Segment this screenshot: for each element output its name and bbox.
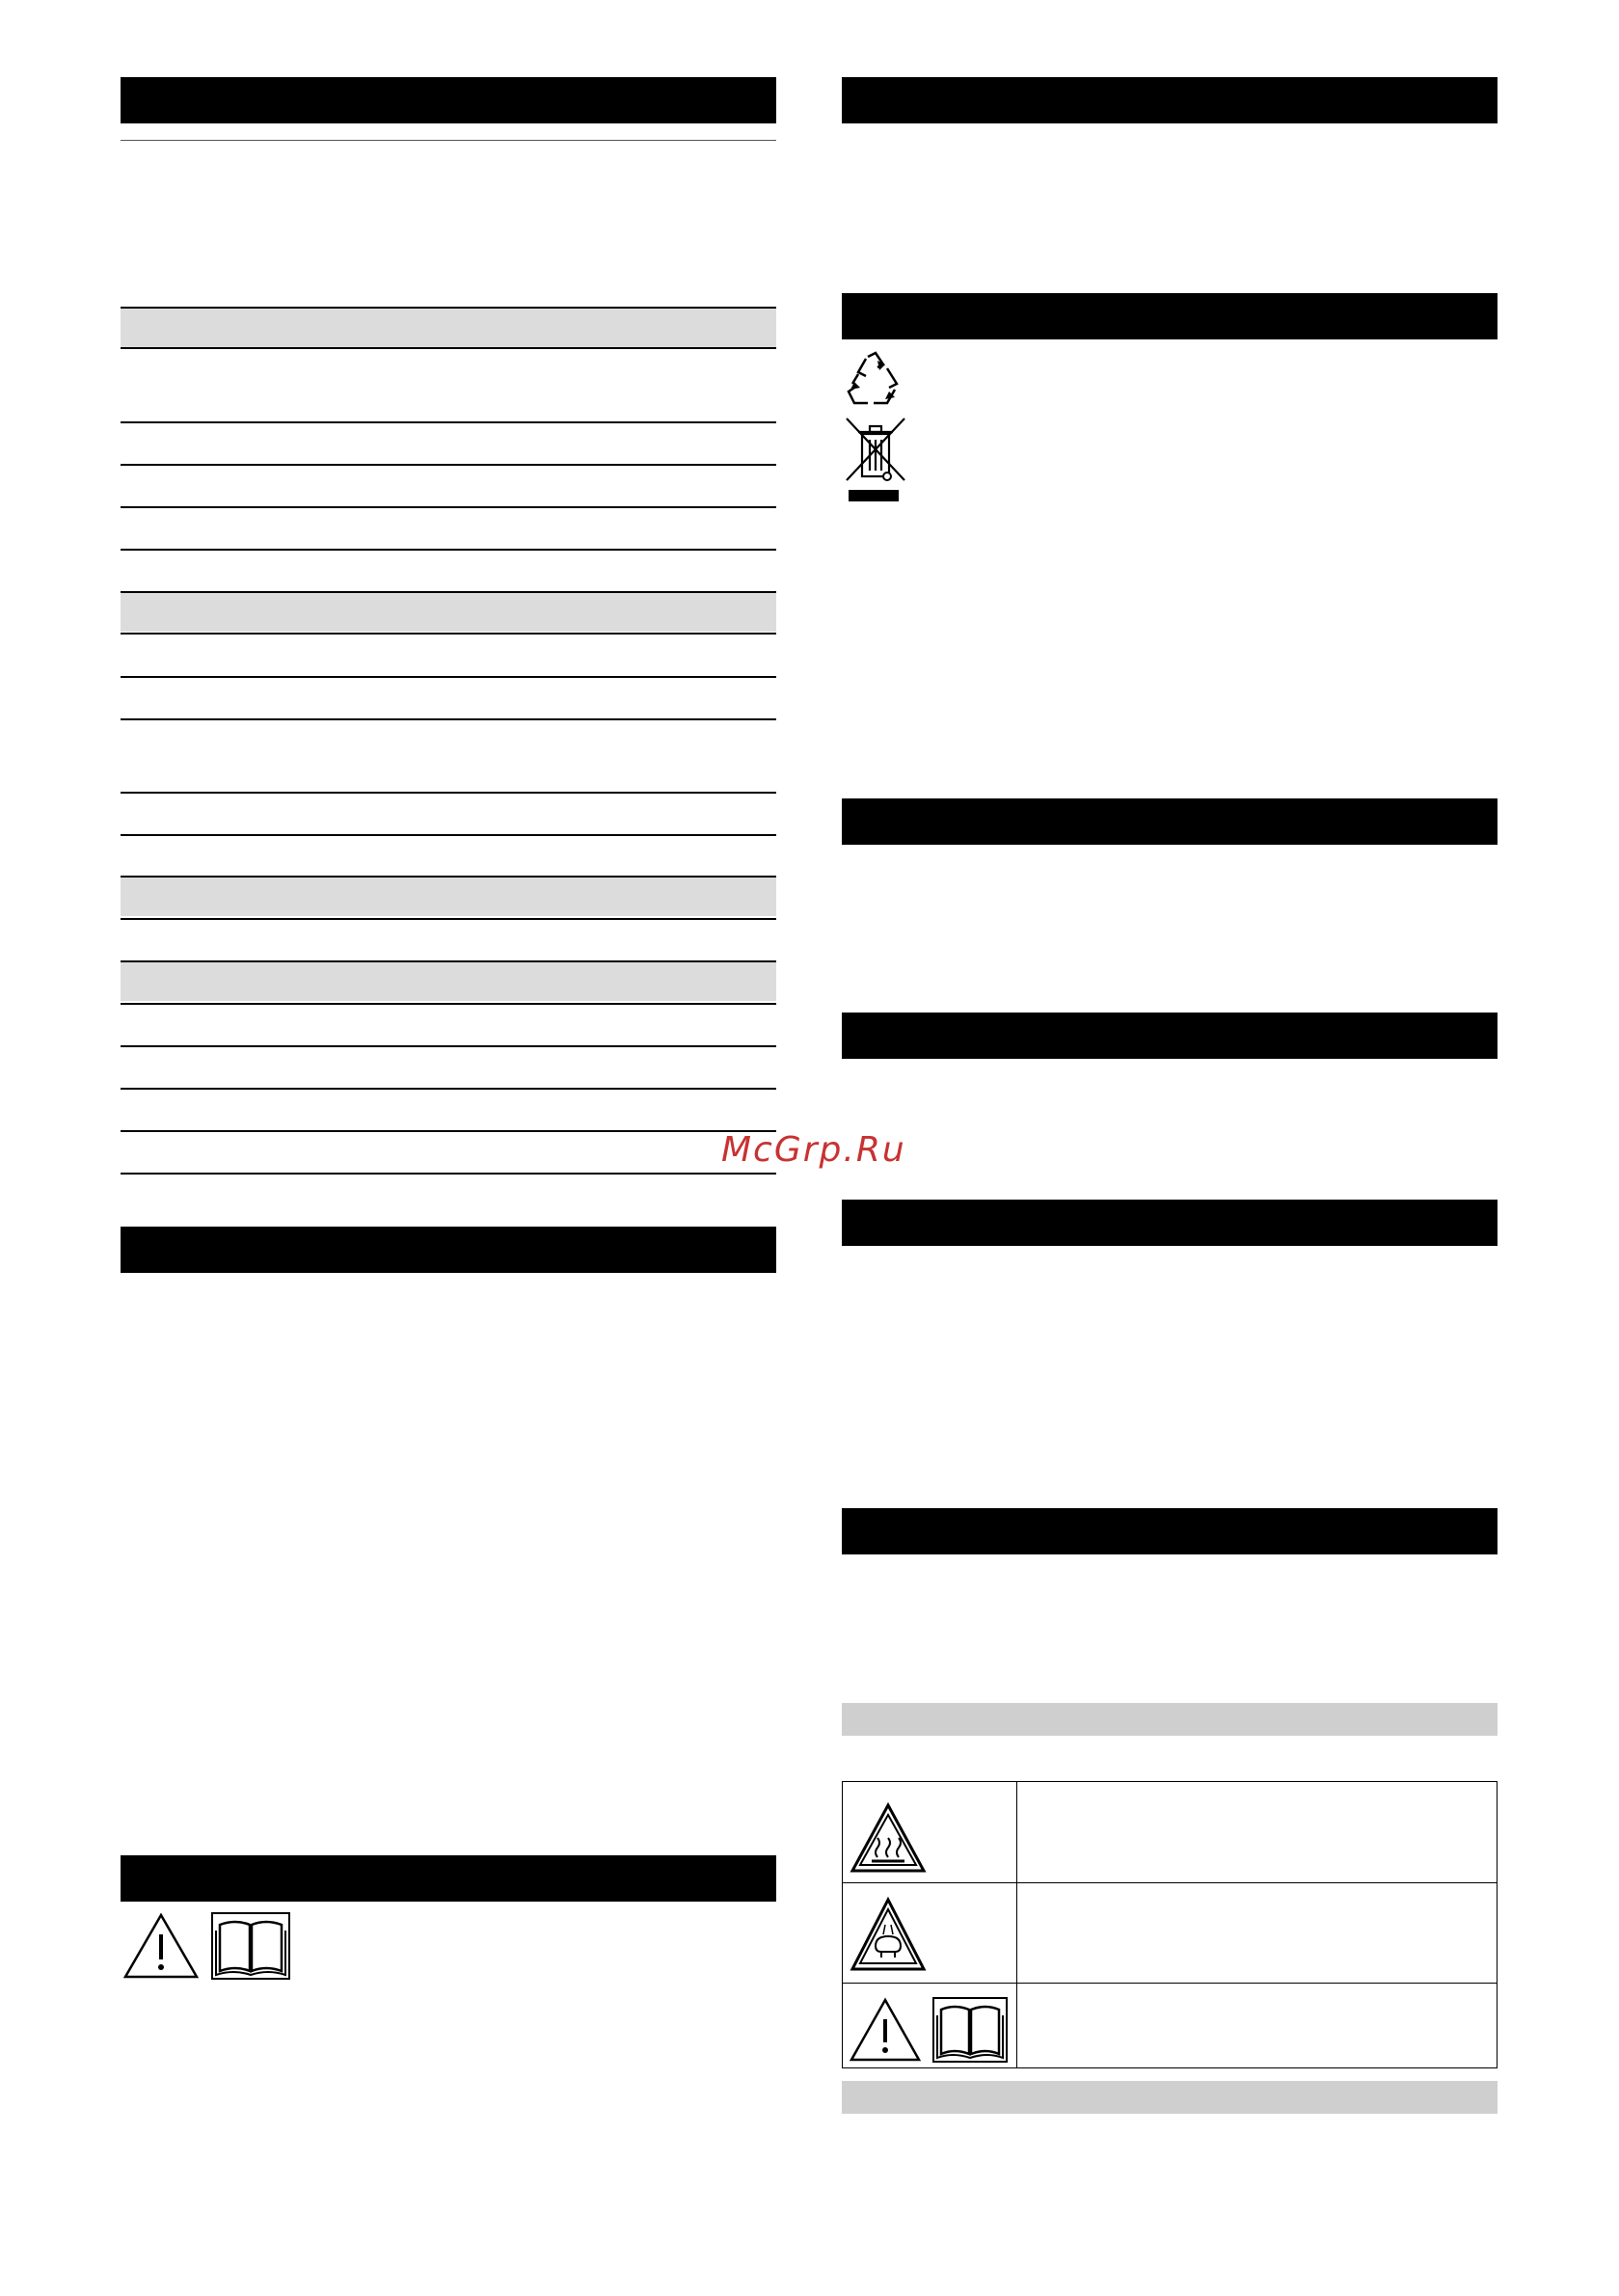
- table-row-divider: [843, 1983, 1497, 1984]
- table-group-header: [121, 591, 776, 632]
- table-rule: [121, 1130, 776, 1132]
- section-header-bar: [842, 1508, 1498, 1554]
- watermark: McGrp.Ru: [721, 1130, 906, 1170]
- divider-line: [121, 140, 776, 141]
- section-header-bar: [121, 1227, 776, 1273]
- table-rule: [121, 876, 776, 878]
- recycle-icon: [845, 349, 906, 409]
- table-rule: [121, 591, 776, 593]
- table-rule: [121, 1003, 776, 1005]
- fumes-warning-icon: [849, 1896, 928, 1973]
- table-rule: [121, 307, 776, 309]
- table-rule: [121, 960, 776, 962]
- warning-strip: [842, 2081, 1498, 2114]
- table-rule: [121, 421, 776, 423]
- table-group-header: [121, 876, 776, 916]
- table-rule: [121, 834, 776, 836]
- table-rule: [121, 1088, 776, 1090]
- section-header-bar: [121, 1855, 776, 1902]
- table-rule: [121, 549, 776, 551]
- warning-strip: [842, 1703, 1498, 1736]
- table-rule: [121, 506, 776, 508]
- table-rule: [121, 918, 776, 920]
- table-rule: [121, 1045, 776, 1047]
- table-group-header: [121, 960, 776, 1001]
- table-rule: [121, 347, 776, 349]
- section-header-bar: [842, 1200, 1498, 1246]
- section-header-bar: [842, 798, 1498, 845]
- table-rule: [121, 676, 776, 678]
- section-header-bar: [121, 77, 776, 123]
- section-header-bar: [842, 77, 1498, 123]
- symbol-table: [842, 1781, 1498, 2068]
- warning-triangle-icon: [122, 1911, 200, 1981]
- table-rule: [121, 464, 776, 466]
- warning-triangle-icon: [849, 1996, 922, 2064]
- crossed-bin-icon: [845, 417, 906, 503]
- table-row-divider: [843, 1882, 1497, 1883]
- section-header-bar: [842, 293, 1498, 339]
- section-header-bar: [842, 1013, 1498, 1059]
- table-rule: [121, 1173, 776, 1175]
- table-column-divider: [1016, 1782, 1017, 2067]
- read-manual-icon: [931, 1996, 1009, 2064]
- table-rule: [121, 633, 776, 635]
- table-rule: [121, 718, 776, 720]
- table-rule: [121, 792, 776, 794]
- table-group-header: [121, 307, 776, 347]
- read-manual-icon: [210, 1911, 291, 1981]
- hot-surface-warning-icon: [849, 1801, 928, 1875]
